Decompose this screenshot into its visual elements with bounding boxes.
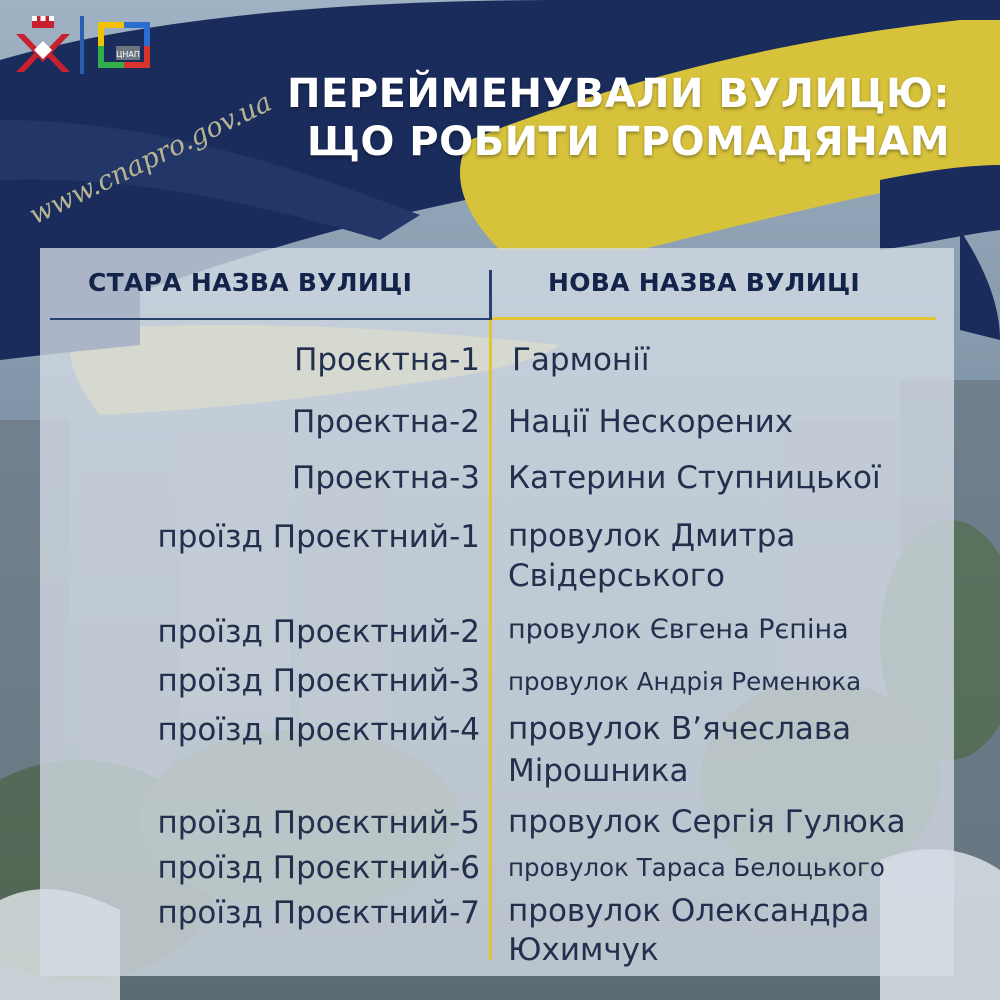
column-divider: [489, 320, 492, 960]
new-street-name: провулок В’ячеслава: [508, 711, 852, 747]
old-street-name: проїзд Проєктний-5: [157, 805, 480, 841]
new-street-name: провулок Олександра: [508, 893, 870, 929]
title-line-1: ПЕРЕЙМЕНУВАЛИ ВУЛИЦЮ:: [286, 71, 950, 117]
old-street-name: Проектна-2: [292, 404, 480, 440]
new-street-name: провулок Андрія Ременюка: [508, 667, 862, 696]
column-header-old: СТАРА НАЗВА ВУЛИЦІ: [88, 268, 413, 297]
cnap-label: ЦНАП: [116, 50, 140, 59]
logo-divider: [80, 16, 84, 74]
city-emblem-icon: [12, 14, 74, 76]
old-street-name: проїзд Проєктний-7: [157, 895, 480, 931]
new-street-name: Нації Нескорених: [508, 404, 794, 440]
new-street-name-cont: Мірошника: [508, 753, 689, 789]
new-street-name-cont: Юхимчук: [508, 932, 659, 968]
new-street-name: Гармонії: [512, 342, 650, 378]
old-street-name: проїзд Проєктний-6: [157, 850, 480, 886]
new-street-name-cont: Свідерського: [508, 558, 725, 594]
new-street-name: провулок Дмитра: [508, 518, 796, 554]
old-street-name: проїзд Проєктний-2: [157, 614, 480, 650]
column-header-new: НОВА НАЗВА ВУЛИЦІ: [548, 268, 861, 297]
new-street-name: провулок Сергія Гулюка: [508, 804, 906, 840]
old-street-name: проїзд Проєктний-4: [157, 712, 480, 748]
new-street-name: провулок Євгена Рєпіна: [508, 614, 849, 645]
old-street-name: Проєктна-1: [294, 342, 480, 378]
page-title: [287, 70, 950, 166]
new-street-name: провулок Тараса Белоцького: [508, 853, 885, 882]
title-line-2: ЩО РОБИТИ ГРОМАДЯНАМ: [306, 119, 950, 165]
header-divider-right: [492, 317, 936, 320]
header-divider-left: [50, 318, 492, 320]
old-street-name: проїзд Проєктний-1: [157, 519, 480, 555]
old-street-name: проїзд Проєктний-3: [157, 663, 480, 699]
column-divider-top: [489, 270, 492, 318]
old-street-name: Проектна-3: [292, 460, 480, 496]
cnap-logo-icon: [94, 16, 154, 74]
website-url: www.cnapro.gov.ua: [24, 86, 277, 231]
new-street-name: Катерини Ступницької: [508, 460, 881, 496]
